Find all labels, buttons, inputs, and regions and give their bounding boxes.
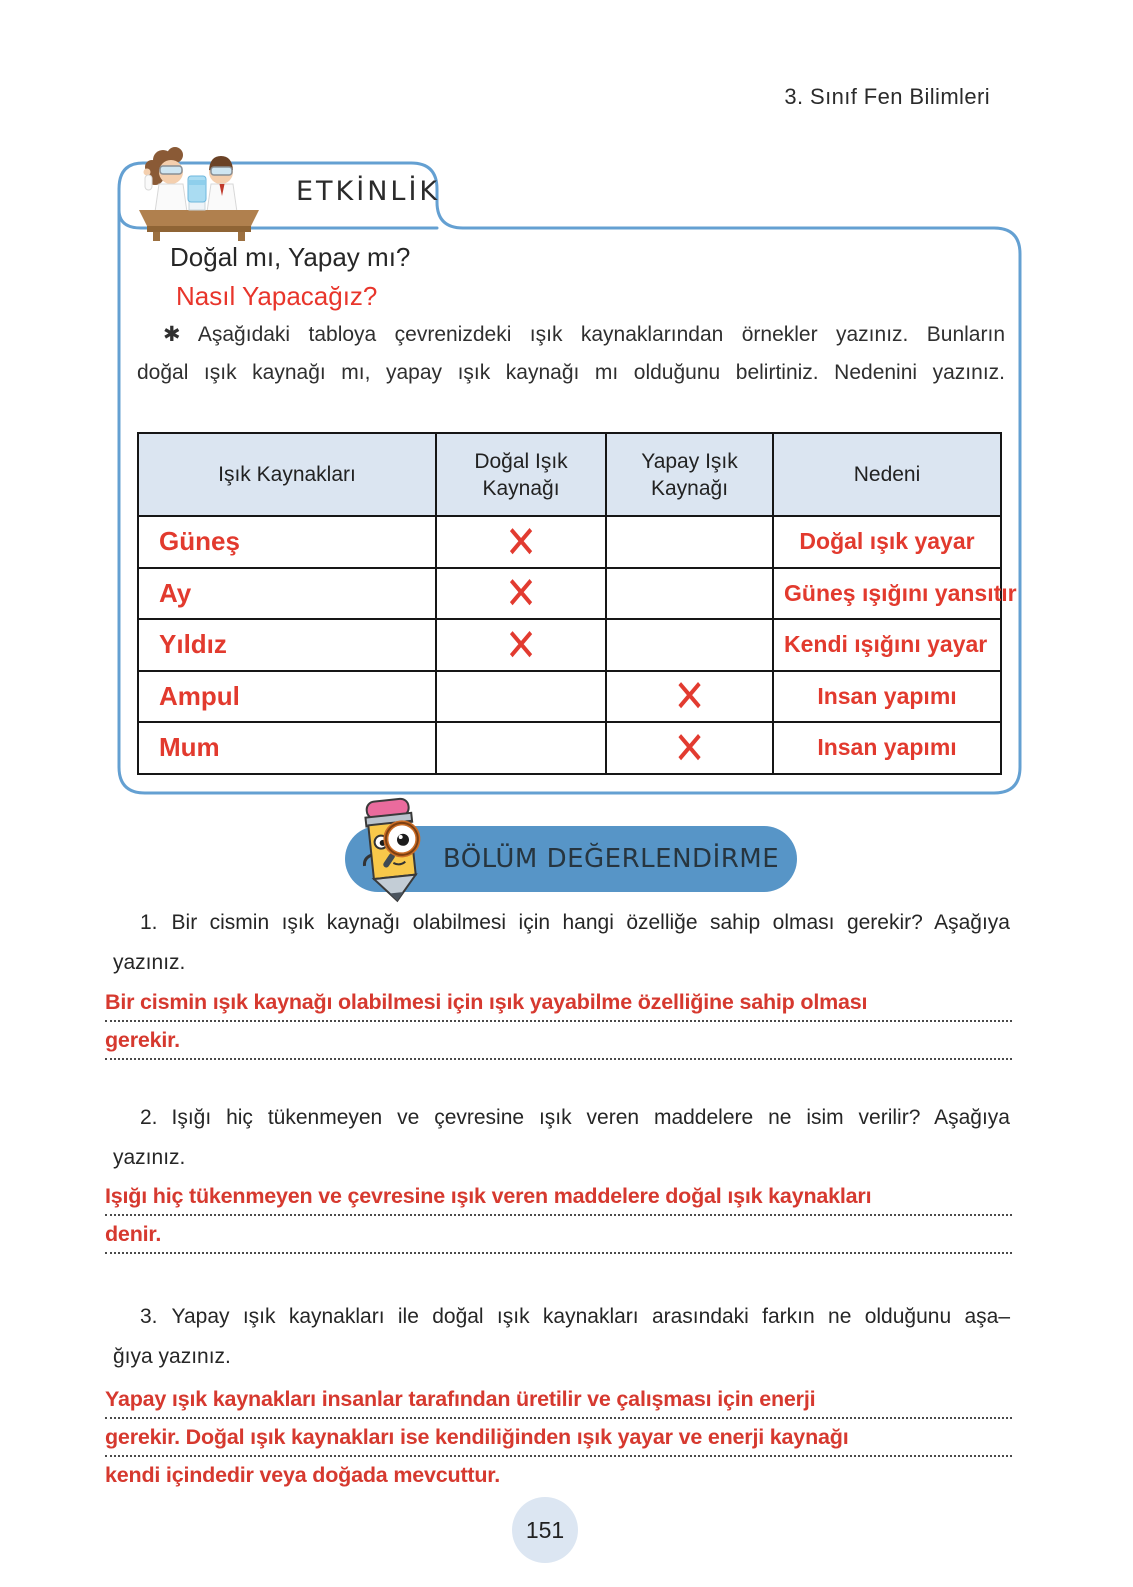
kids-experiment-illustration bbox=[133, 146, 265, 242]
answer-2 bbox=[105, 1178, 1012, 1254]
activity-instructions bbox=[137, 316, 1005, 392]
table-row-source: Ampul bbox=[139, 672, 437, 724]
answer-3 bbox=[105, 1381, 1012, 1493]
x-mark-icon: ✕ bbox=[673, 670, 706, 723]
question-1 bbox=[113, 903, 1010, 983]
x-mark-icon: ✕ bbox=[505, 515, 537, 568]
column-header: Doğal Işık Kaynağı bbox=[437, 434, 607, 517]
question-3-line-2: ğıya yazınız. bbox=[113, 1345, 231, 1368]
natural-mark-cell bbox=[437, 620, 607, 672]
answer-2-line: denir. bbox=[105, 1216, 1012, 1254]
table-row-reason: Insan yapımı bbox=[774, 672, 1002, 724]
table-row-source: Mum bbox=[139, 723, 437, 775]
table-row-reason: Kendi ışığını yayar bbox=[774, 620, 1002, 672]
bullet-asterisk-icon: ✱ bbox=[163, 323, 181, 346]
activity-title: Doğal mı, Yapay mı? bbox=[170, 242, 411, 272]
activity-subtitle: Nasıl Yapacağız? bbox=[176, 281, 378, 311]
column-header: Işık Kaynakları bbox=[139, 434, 437, 517]
question-1-line-2: yazınız. bbox=[113, 951, 186, 974]
natural-mark-cell bbox=[437, 517, 607, 569]
question-1-number: 1. bbox=[140, 911, 158, 934]
instructions-line-1: ✱ Aşağıdaki tabloya çevrenizdeki ışık kaynaklarından örnekler yazınız. Bunların bbox=[163, 323, 1005, 346]
question-2-line-1: 2. Işığı hiç tükenmeyen ve çevresine ışık veren maddelere ne isim verilir? Aşağıya bbox=[140, 1106, 1010, 1129]
natural-mark-cell bbox=[437, 672, 607, 724]
natural-mark-cell bbox=[437, 569, 607, 621]
column-header: Yapay Işık Kaynağı bbox=[607, 434, 774, 517]
answer-3-line: Yapay ışık kaynakları insanlar tarafından üretilir ve çalışması için enerji bbox=[105, 1381, 1012, 1419]
question-2-line-2: yazınız. bbox=[113, 1146, 186, 1169]
answer-1-line: gerekir. bbox=[105, 1022, 1012, 1060]
instructions-line-2: doğal ışık kaynağı mı, yapay ışık kaynağı mı olduğunu belirtiniz. Nedenini yazınız. bbox=[137, 361, 1005, 384]
x-mark-icon: ✕ bbox=[673, 721, 706, 774]
page-header-title: 3. Sınıf Fen Bilimleri bbox=[784, 84, 990, 109]
page-number-badge: 151 bbox=[512, 1497, 578, 1563]
question-2-number: 2. bbox=[140, 1106, 158, 1129]
artificial-mark-cell bbox=[607, 620, 774, 672]
column-header: Nedeni bbox=[774, 434, 1002, 517]
table-row-source: Ay bbox=[139, 569, 437, 621]
table-row-reason: Güneş ışığını yansıtır bbox=[774, 569, 1002, 621]
answer-3-line: gerekir. Doğal ışık kaynakları ise kendiliğinden ışık yayar ve enerji kaynağı bbox=[105, 1419, 1012, 1457]
question-3 bbox=[113, 1297, 1010, 1377]
light-sources-table bbox=[137, 432, 1017, 775]
pencil-mascot-icon bbox=[342, 795, 442, 905]
x-mark-icon: ✕ bbox=[505, 567, 537, 620]
table-row-source: Yıldız bbox=[139, 620, 437, 672]
answer-1-line: Bir cismin ışık kaynağı olabilmesi için ışık yayabilme özelliğine sahip olması bbox=[105, 984, 1012, 1022]
natural-mark-cell bbox=[437, 723, 607, 775]
question-2 bbox=[113, 1098, 1010, 1178]
artificial-mark-cell bbox=[607, 723, 774, 775]
table-row-reason: Doğal ışık yayar bbox=[774, 517, 1002, 569]
answer-2-line: Işığı hiç tükenmeyen ve çevresine ışık veren maddelere doğal ışık kaynakları bbox=[105, 1178, 1012, 1216]
x-mark-icon: ✕ bbox=[505, 618, 537, 671]
artificial-mark-cell bbox=[607, 672, 774, 724]
table-row-reason: Insan yapımı bbox=[774, 723, 1002, 775]
question-3-number: 3. bbox=[140, 1305, 158, 1328]
answer-3-line: kendi içindedir veya doğada mevcuttur. bbox=[105, 1463, 501, 1487]
activity-tab-label: ETKİNLİK bbox=[296, 176, 441, 207]
table-row-source: Güneş bbox=[139, 517, 437, 569]
question-3-line-1: 3. Yapay ışık kaynakları ile doğal ışık kaynakları arasındaki farkın ne olduğunu aşa– bbox=[140, 1305, 1010, 1328]
question-1-line-1: 1. Bir cismin ışık kaynağı olabilmesi için hangi özelliğe sahip olması gerekir? Aşağıya bbox=[140, 911, 1010, 934]
answer-1 bbox=[105, 984, 1012, 1060]
artificial-mark-cell bbox=[607, 517, 774, 569]
banner-label: BÖLÜM DEĞERLENDİRME bbox=[442, 844, 780, 874]
artificial-mark-cell bbox=[607, 569, 774, 621]
